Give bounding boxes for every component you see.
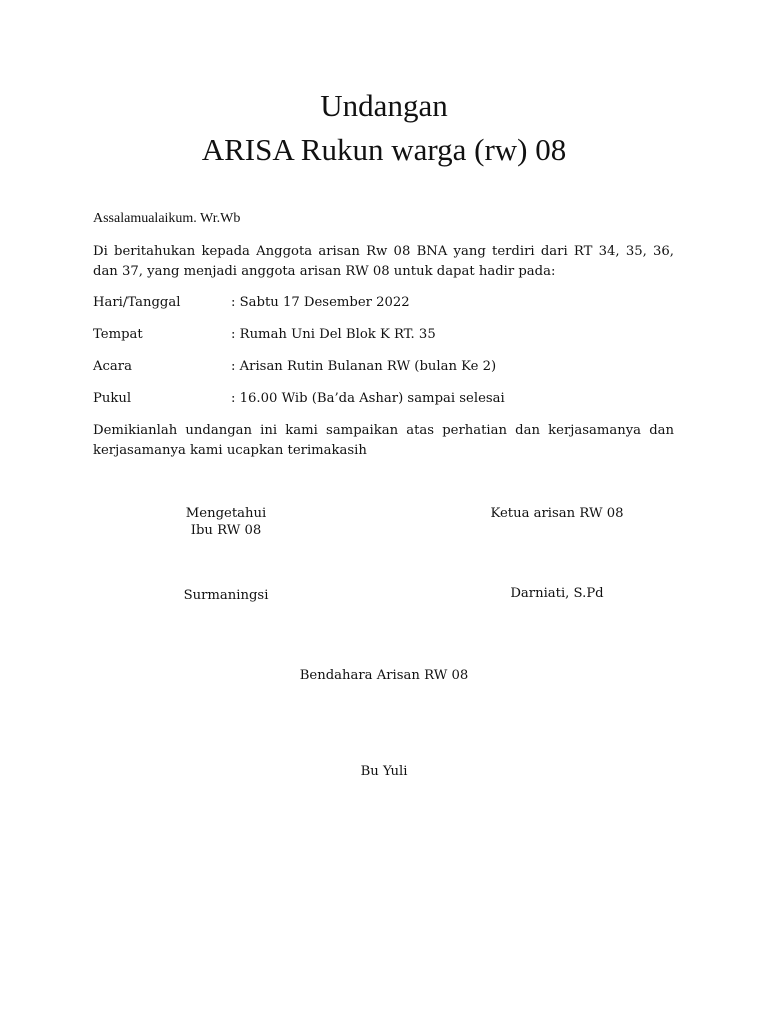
signature-left-role xyxy=(146,505,306,539)
detail-value: : Rumah Uni Del Blok K RT. 35 xyxy=(231,327,436,342)
signature-left-name: Surmaningsi xyxy=(183,588,269,603)
signature-center-role: Bendahara Arisan RW 08 xyxy=(299,668,469,683)
signature-left-role-line2: Ibu RW 08 xyxy=(190,523,262,538)
signature-right-role: Ketua arisan RW 08 xyxy=(490,506,624,521)
signature-center-name: Bu Yuli xyxy=(360,764,408,779)
detail-value: : Arisan Rutin Bulanan RW (bulan Ke 2) xyxy=(231,359,497,374)
closing-paragraph: Demikianlah undangan ini kami sampaikan atas perhatian dan kerjasamanya dan kerjasamanya kami ucapkan terimakasih xyxy=(93,423,674,458)
intro-paragraph: Di beritahukan kepada Anggota arisan Rw 08 BNA yang terdiri dari RT 34, 35, 36, dan 37, yang menjadi anggota arisan RW 08 untuk dapat hadir pada: xyxy=(93,244,674,279)
detail-label: Pukul xyxy=(93,391,132,406)
signature-right-name: Darniati, S.Pd xyxy=(510,586,604,601)
detail-label: Acara xyxy=(93,359,132,374)
detail-value: : 16.00 Wib (Ba’da Ashar) sampai selesai xyxy=(231,391,505,406)
document-title: Undangan xyxy=(320,88,448,123)
document-subtitle: ARISA Rukun warga (rw) 08 xyxy=(201,132,567,167)
greeting: Assalamualaikum. Wr.Wb xyxy=(93,211,241,226)
detail-value: : Sabtu 17 Desember 2022 xyxy=(231,295,410,310)
detail-label: Tempat xyxy=(93,327,143,342)
detail-label: Hari/Tanggal xyxy=(93,295,181,310)
signature-left-role-line1: Mengetahui xyxy=(185,506,267,521)
